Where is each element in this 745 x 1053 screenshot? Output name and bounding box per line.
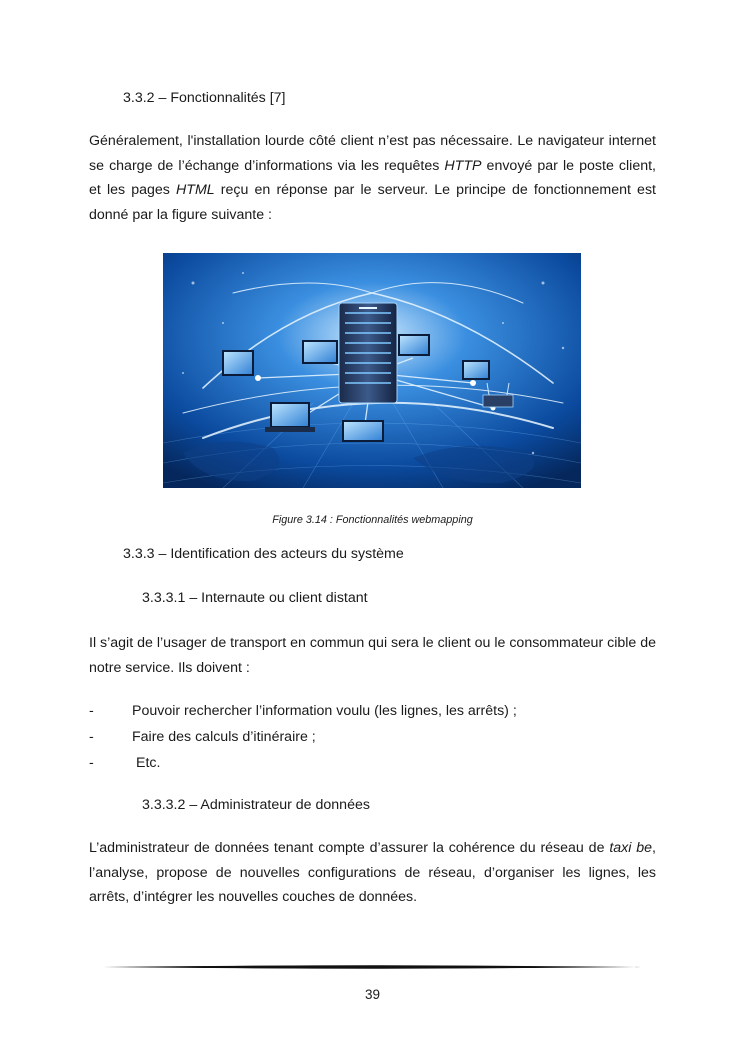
page-number: 39 [364,987,381,1002]
paragraph-intro-text-1: Généralement, l'installation lourde côté client n’est pas nécessaire. Le navigateur internet se charge de l’échange d’informations via les requêtes [89,133,656,174]
section-heading-3-3-3: 3.3.3 – Identification des acteurs du système [123,546,404,562]
term-taxi-be: taxi be [609,840,653,856]
paragraph-client: Il s’agit de l’usager de transport en commun qui sera le client ou le consommateur cible de notre service. Ils doivent : [89,635,657,676]
list-dash: - [89,729,94,745]
paragraph-admin-text-1: L’administrateur de données tenant compte d’assurer la cohérence du réseau de [89,840,610,856]
list-dash: - [89,703,94,719]
network-illustration-drawing [163,253,581,488]
paragraph-admin [89,836,656,910]
term-html: HTML [176,182,215,198]
footer-divider [103,963,641,971]
network-illustration [163,253,581,488]
section-heading-3-3-3-2: 3.3.3.2 – Administrateur de données [142,797,370,813]
paragraph-admin-text-2: , l’analyse, propose de nouvelles configurations de réseau, d’organiser les lignes, les arrêts, d’intégrer les nouvelles couches de données. [89,840,656,905]
figure-caption: Figure 3.14 : Fonctionnalités webmapping [272,514,473,526]
paragraph-intro-text-3: reçu en réponse par le serveur. Le principe de fonctionnement est donné par la figure suivante : [89,182,656,223]
paragraph-intro-text-2: envoyé par le poste client, et les pages [89,157,656,198]
list-item-text: Faire des calculs d’itinéraire ; [132,729,316,745]
list-item-text: Etc. [136,755,161,771]
paragraph-intro [89,129,656,227]
list-dash: - [89,755,94,771]
list-item-text: Pouvoir rechercher l’information voulu (les lignes, les arrêts) ; [132,703,517,719]
term-http: HTTP [444,157,482,174]
section-heading-3-3-3-1: 3.3.3.1 – Internaute ou client distant [142,590,368,606]
section-heading-3-3-2: 3.3.2 – Fonctionnalités [7] [123,90,286,106]
